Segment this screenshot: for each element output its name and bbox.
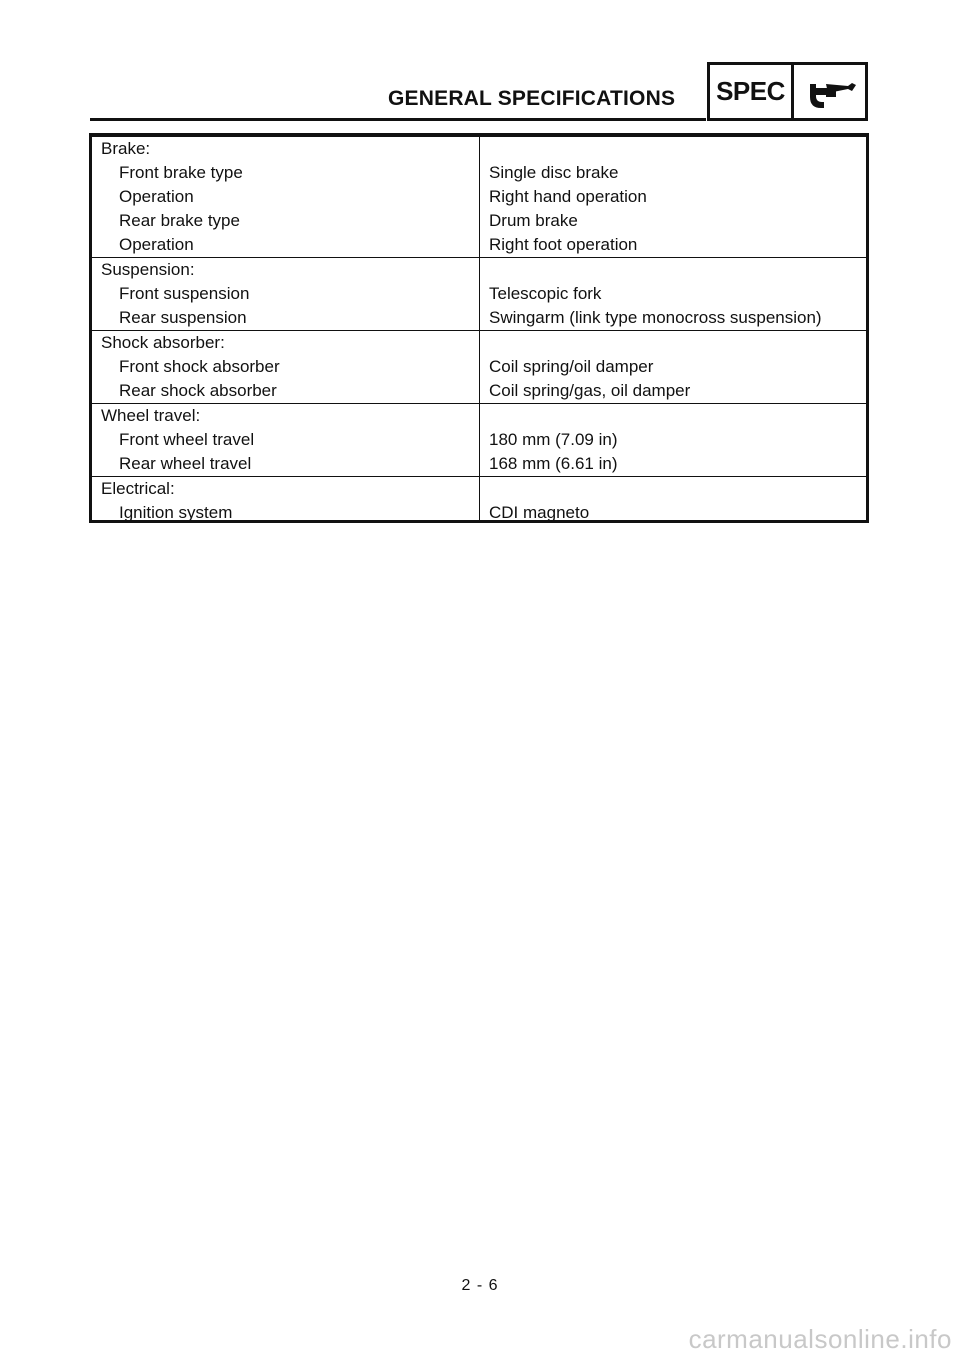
item-value: 168 mm (6.61 in) — [489, 454, 618, 473]
table-row — [92, 452, 866, 476]
table-row — [92, 306, 866, 330]
page-title: GENERAL SPECIFICATIONS — [388, 87, 676, 110]
table-row — [92, 185, 866, 209]
watermark: carmanualsonline.info — [688, 1324, 952, 1354]
section-label: Electrical: — [101, 479, 175, 498]
section-label: Shock absorber: — [101, 333, 225, 352]
item-label: Front wheel travel — [119, 430, 255, 449]
section-label: Suspension: — [101, 260, 195, 279]
item-label: Front suspension — [119, 284, 250, 303]
section-header-row — [92, 331, 866, 355]
section-label: Brake: — [101, 139, 151, 158]
item-value: Right foot operation — [489, 235, 638, 254]
item-value: CDI magneto — [489, 503, 590, 522]
spec-table — [89, 133, 869, 523]
section-header-row — [92, 404, 866, 428]
item-label: Rear shock absorber — [119, 381, 277, 400]
item-label: Rear suspension — [119, 308, 247, 327]
item-label: Rear brake type — [119, 211, 240, 230]
item-value: Telescopic fork — [489, 284, 602, 303]
item-label: Ignition system — [119, 503, 233, 522]
table-row — [92, 501, 866, 525]
table-row — [92, 282, 866, 306]
item-value: Swingarm (link type monocross suspension) — [489, 308, 822, 327]
section-wheel-travel — [92, 403, 866, 476]
item-label: Front brake type — [119, 163, 243, 182]
item-value: Single disc brake — [489, 163, 619, 182]
section-header-row — [92, 258, 866, 282]
header-rule — [90, 118, 706, 121]
section-suspension — [92, 257, 866, 330]
spec-label: SPEC — [710, 65, 794, 118]
section-header-row — [92, 137, 866, 161]
section-brake — [92, 136, 866, 257]
item-label: Rear wheel travel — [119, 454, 252, 473]
table-row — [92, 161, 866, 185]
item-value: Drum brake — [489, 211, 578, 230]
item-value: 180 mm (7.09 in) — [489, 430, 618, 449]
item-label: Front shock absorber — [119, 357, 280, 376]
item-value: Coil spring/oil damper — [489, 357, 654, 376]
table-row — [92, 355, 866, 379]
section-header-row — [92, 477, 866, 501]
table-row — [92, 379, 866, 403]
item-value: Right hand operation — [489, 187, 647, 206]
table-row — [92, 233, 866, 257]
table-row — [92, 209, 866, 233]
section-label: Wheel travel: — [101, 406, 201, 425]
section-shock-absorber — [92, 330, 866, 403]
spec-badge — [707, 62, 868, 121]
caliper-icon — [794, 65, 865, 118]
item-label: Operation — [119, 235, 194, 254]
page-number: 2 - 6 — [461, 1277, 499, 1294]
table-row — [92, 428, 866, 452]
item-value: Coil spring/gas, oil damper — [489, 381, 691, 400]
item-label: Operation — [119, 187, 194, 206]
section-electrical — [92, 476, 866, 520]
